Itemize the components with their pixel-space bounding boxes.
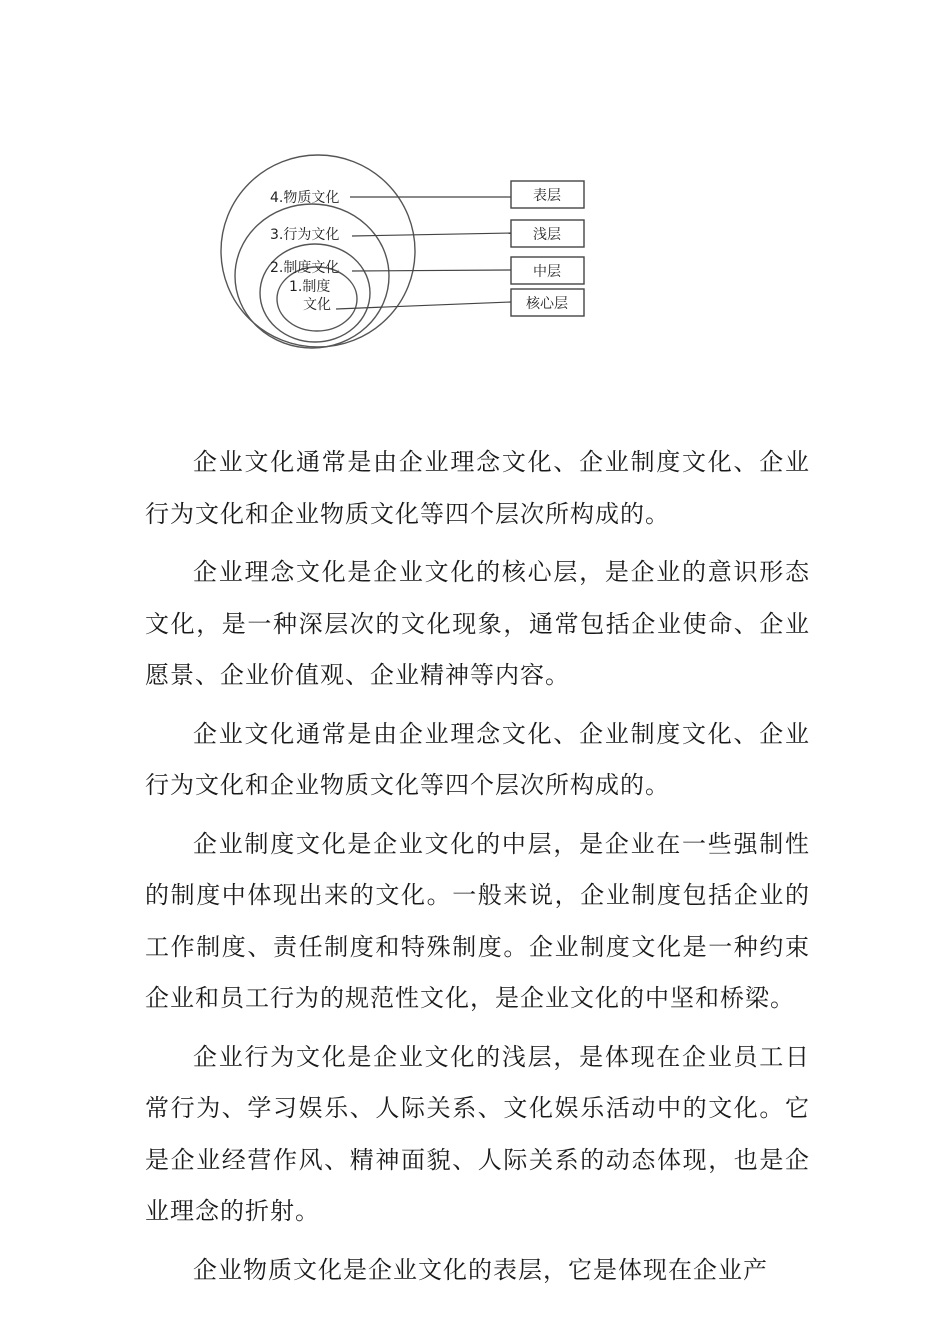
layer-label-core: 核心层 [526,296,568,312]
paragraph-overview: 企业文化通常是由企业理念文化、企业制度文化、企业行为文化和企业物质文化等四个层次所构成的。 [145,448,810,528]
layer-label-middle: 中层 [533,264,561,280]
paragraph-concept-culture: 企业理念文化是企业文化的核心层，是企业的意识形态文化，是一种深层次的文化现象，通常包括企业使命、企业愿景、企业价值观、企业精神等内容。 [145,558,810,689]
layer-label-surface: 表层 [533,188,561,204]
circle-label-core-line1: 1.制度 [289,279,331,295]
connector-line-shallow [352,233,511,236]
circle-label-material: 4.物质文化 [270,190,340,206]
paragraph-system-culture: 企业制度文化是企业文化的中层，是企业在一些强制性的制度中体现出来的文化。一般来说，企业制度包括企业的工作制度、责任制度和特殊制度。企业制度文化是一种约束企业和员工行为的规范性文化，是企业文化的中坚和桥梁。 [145,829,810,1012]
circle-label-behavior: 3.行为文化 [270,227,340,243]
paragraph-overview-repeat: 企业文化通常是由企业理念文化、企业制度文化、企业行为文化和企业物质文化等四个层次所构成的。 [145,719,810,799]
circle-label-system: 2.制度文化 [270,260,340,276]
culture-layer-diagram [0,0,950,380]
connector-line-core [336,302,511,309]
circle-label-core-line2: 文化 [303,297,331,313]
layer-label-shallow: 浅层 [533,227,561,243]
document-body [145,437,810,1303]
paragraph-material-culture: 企业物质文化是企业文化的表层，它是体现在企业产 [193,1255,768,1284]
layer-diagram-svg [0,0,950,380]
paragraph-behavior-culture: 企业行为文化是企业文化的浅层，是体现在企业员工日常行为、学习娱乐、人际关系、文化娱乐活动中的文化。它是企业经营作风、精神面貌、人际关系的动态体现，也是企业理念的折射。 [145,1042,810,1225]
connector-line-middle [352,270,511,271]
